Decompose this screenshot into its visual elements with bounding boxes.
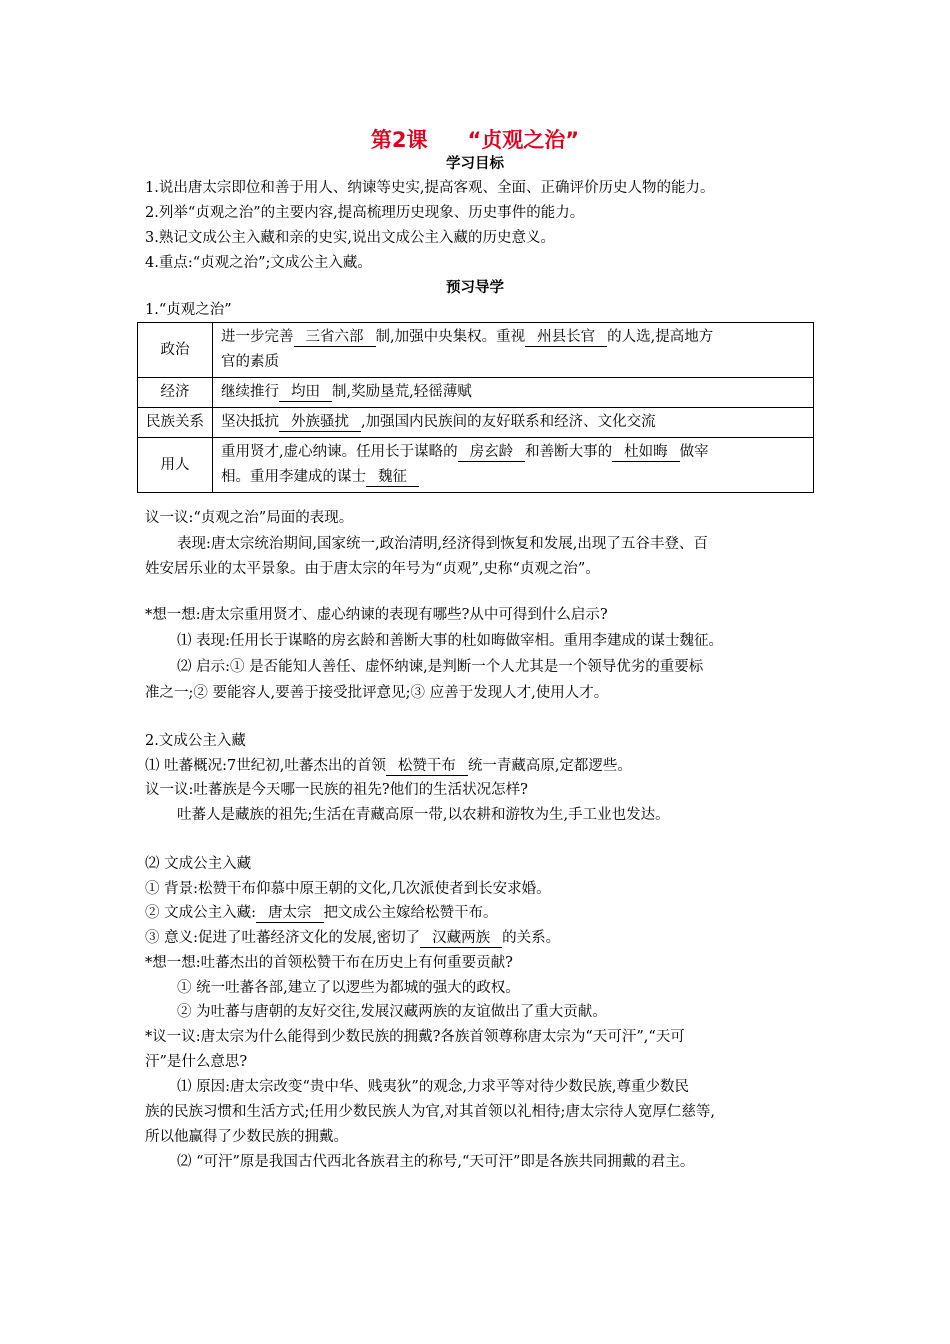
objectives-heading: 学习目标: [446, 156, 504, 172]
row-label: 政治: [138, 323, 213, 378]
row-content: [213, 323, 814, 378]
discuss-answer: 表现:唐太宗统治期间,国家统一,政治清明,经济得到恢复和发展,出现了五谷丰登、百: [177, 536, 708, 552]
row-content: [213, 438, 814, 493]
answer-blank: 唐太宗: [256, 905, 324, 923]
think-answer: ① 统一吐蕃各部,建立了以逻些为都城的强大的政权。: [177, 980, 520, 996]
think-answer: ⑵ 启示:① 是否能知人善任、虚怀纳谏,是判断一个人尤其是一个领导优劣的重要标: [177, 659, 704, 675]
objective-item-3: 3.熟记文成公主入藏和亲的史实,说出文成公主入藏的历史意义。: [145, 230, 555, 246]
row-label: 用人: [138, 438, 213, 493]
text: 进一步完善: [221, 329, 294, 345]
answer-blank: 州县长官: [525, 329, 607, 347]
text: 官的素质: [221, 354, 279, 370]
section-2-heading: 2.文成公主入藏: [145, 733, 246, 749]
table-row-ethnic: [138, 408, 814, 438]
answer-blank: 杜如晦: [612, 444, 680, 462]
tubo-overview: [145, 756, 825, 776]
discuss-answer: 族的民族习惯和生活方式;任用少数民族人为官,对其首领以礼相待;唐太宗待人宽厚仁慈等,: [145, 1104, 715, 1120]
think-answer: ② 为吐蕃与唐朝的友好交往,发展汉藏两族的友谊做出了重大贡献。: [177, 1004, 607, 1020]
text: 的人选,提高地方: [607, 329, 714, 345]
think-answer: ⑴ 表现:任用长于谋略的房玄龄和善断大事的杜如晦做宰相。重用李建成的谋士魏征。: [177, 633, 723, 649]
discuss-question: 议一议:“贞观之治”局面的表现。: [145, 510, 354, 526]
discuss-question: 议一议:吐蕃族是今天哪一民族的祖先?他们的生活状况怎样?: [145, 782, 528, 798]
objective-item-2: 2.列举“贞观之治”的主要内容,提高梳理历史现象、历史事件的能力。: [145, 205, 585, 221]
zhenguan-table: [137, 322, 814, 493]
row-label: 民族关系: [138, 408, 213, 438]
row-content: [213, 378, 814, 408]
objective-item-1: 1.说出唐太宗即位和善于用人、纳谏等史实,提高客观、全面、正确评价历史人物的能力。: [145, 180, 715, 196]
answer-blank: 外族骚扰: [279, 414, 361, 432]
preview-heading: 预习导学: [446, 280, 504, 296]
answer-blank: 魏征: [366, 469, 419, 487]
text: 重用贤才,虚心纳谏。任用长于谋略的: [221, 444, 458, 460]
answer-blank: 房玄龄: [458, 444, 526, 462]
text: ② 文成公主入藏:: [145, 905, 256, 921]
significance-item: [145, 928, 825, 948]
think-answer: 准之一;② 要能容人,要善于接受批评意见;③ 应善于发现人才,使用人才。: [145, 685, 609, 701]
discuss-question: *议一议:唐太宗为什么能得到少数民族的拥戴?各族首领尊称唐太宗为“天可汗”,“天可: [145, 1029, 685, 1045]
row-content: [213, 408, 814, 438]
entry-item: [145, 903, 825, 923]
text: ③ 意义:促进了吐蕃经济文化的发展,密切了: [145, 930, 421, 946]
discuss-answer: 姓安居乐业的太平景象。由于唐太宗的年号为“贞观”,史称“贞观之治”。: [145, 561, 600, 577]
text: 和善断大事的: [525, 444, 613, 460]
answer-blank: 汉藏两族: [420, 930, 502, 948]
text: 统一青藏高原,定都逻些。: [467, 758, 632, 774]
objective-item-4: 4.重点:“贞观之治”;文成公主入藏。: [145, 255, 372, 271]
text: ,加强国内民族间的友好联系和经济、文化交流: [361, 414, 656, 430]
text: 把文成公主嫁给松赞干布。: [323, 905, 498, 921]
text: 坚决抵抗: [221, 414, 279, 430]
discuss-answer: 所以他赢得了少数民族的拥戴。: [145, 1129, 348, 1145]
section-1-heading: 1.“贞观之治”: [145, 302, 232, 318]
text: 继续推行: [221, 384, 279, 400]
answer-blank: 松赞干布: [386, 758, 468, 776]
row-label: 经济: [138, 378, 213, 408]
table-row-personnel: [138, 438, 814, 493]
discuss-answer: 吐蕃人是藏族的祖先;生活在青藏高原一带,以农耕和游牧为生,手工业也发达。: [177, 807, 670, 823]
text: 相。重用李建成的谋士: [221, 469, 366, 485]
text: 制,加强中央集权。重视: [375, 329, 526, 345]
lesson-title: [0, 124, 950, 154]
background-item: ① 背景:松赞干布仰慕中原王朝的文化,几次派使者到长安求婚。: [145, 881, 551, 897]
text: 的关系。: [502, 930, 561, 946]
text: 做宰: [679, 444, 709, 460]
table-row-politics: [138, 323, 814, 378]
table-row-economy: [138, 378, 814, 408]
lesson-number: 第2课: [370, 128, 428, 152]
lesson-name: “贞观之治”: [467, 128, 580, 152]
discuss-answer: ⑴ 原因:唐太宗改变“贵中华、贱夷狄”的观念,力求平等对待少数民族,尊重少数民: [177, 1079, 690, 1095]
think-question: *想一想:唐太宗重用贤才、虚心纳谏的表现有哪些?从中可得到什么启示?: [145, 607, 608, 623]
text: 制,奖励垦荒,轻徭薄赋: [332, 384, 472, 400]
discuss-answer: ⑵ “可汗”原是我国古代西北各族君主的称号,“天可汗”即是各族共同拥戴的君主。: [177, 1154, 695, 1170]
subsection-heading: ⑵ 文成公主入藏: [145, 856, 252, 872]
think-question: *想一想:吐蕃杰出的首领松赞干布在历史上有何重要贡献?: [145, 955, 513, 971]
text: ⑴ 吐蕃概况:7世纪初,吐蕃杰出的首领: [145, 758, 386, 774]
answer-blank: 三省六部: [294, 329, 376, 347]
answer-blank: 均田: [279, 384, 332, 402]
discuss-question: 汗”是什么意思?: [145, 1054, 248, 1070]
